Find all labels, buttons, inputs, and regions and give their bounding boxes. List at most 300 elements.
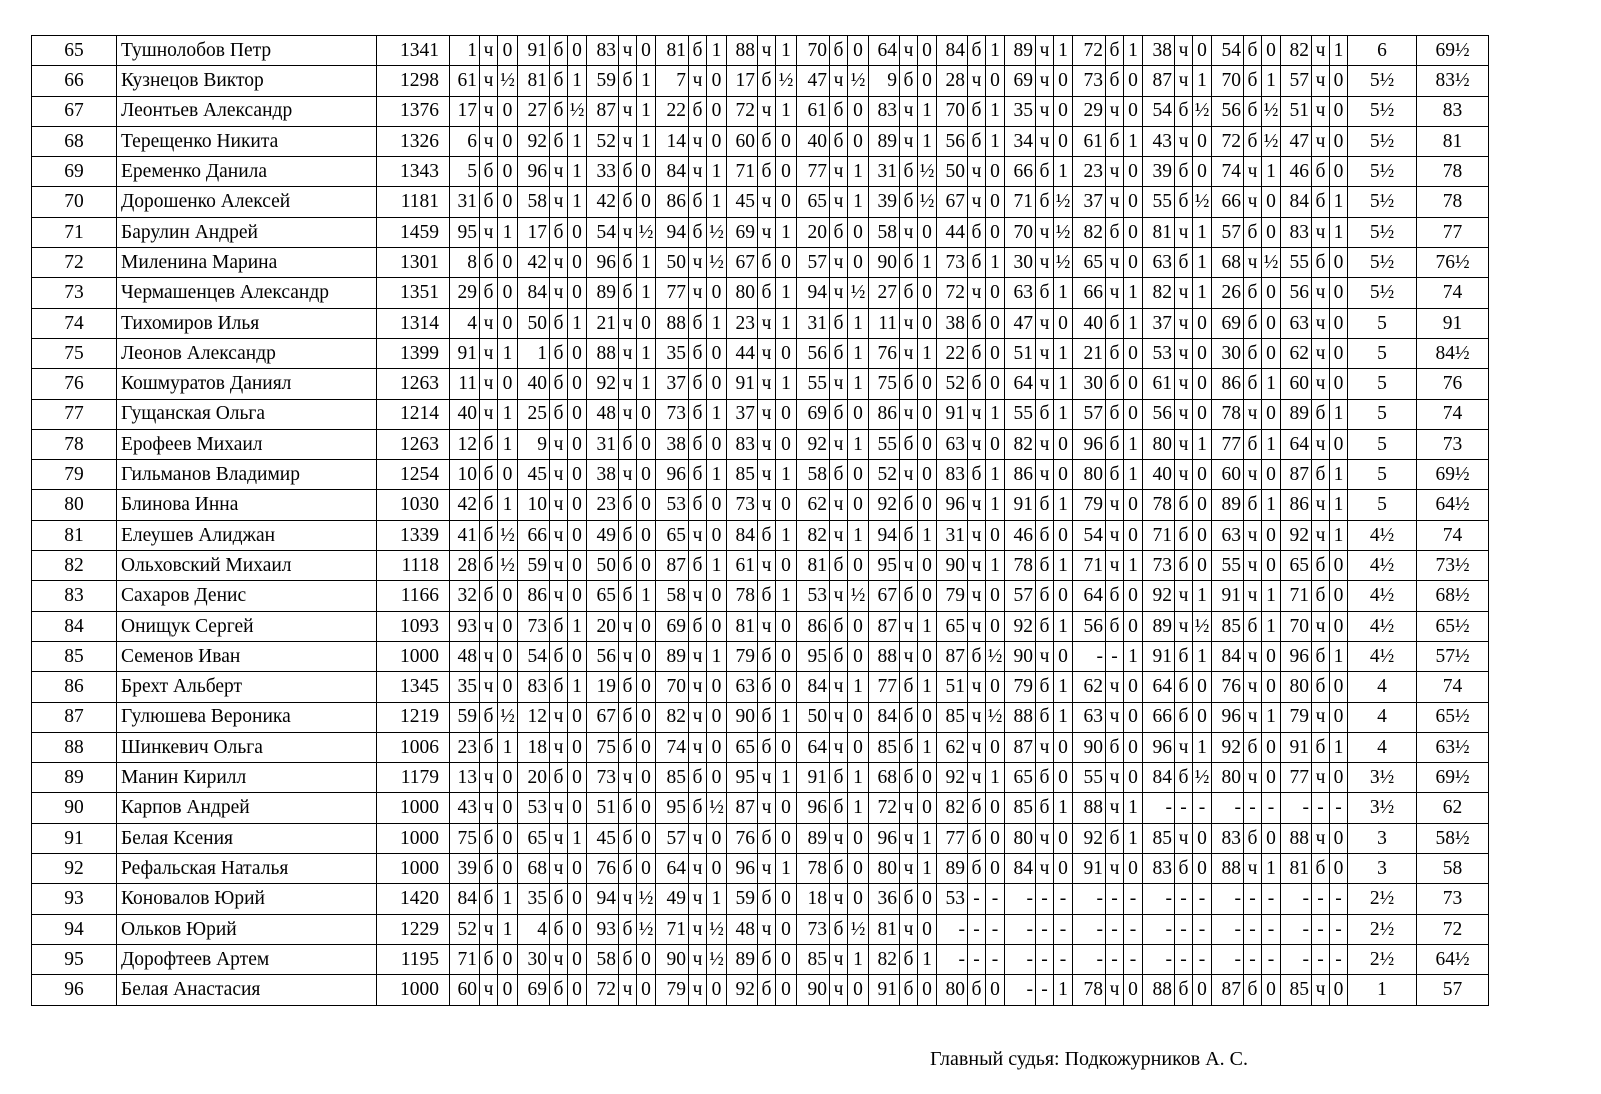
player-rating: 1420 [377, 884, 450, 914]
total-points: 2½ [1348, 944, 1417, 974]
round-opponent: 83 [1143, 854, 1175, 884]
round-opponent: 86 [797, 611, 830, 641]
round-opponent: 90 [1073, 732, 1106, 762]
tiebreak-score: 73 [1417, 884, 1489, 914]
round-opponent: 54 [1143, 96, 1175, 126]
round-opponent: 56 [1143, 399, 1175, 429]
round-opponent: 52 [937, 369, 968, 399]
round-result: - [1330, 944, 1348, 974]
round-result: 0 [637, 551, 656, 581]
round-opponent: 47 [797, 66, 830, 96]
round-color: б [900, 763, 918, 793]
round-opponent: 91 [797, 763, 830, 793]
tiebreak-score: 69½ [1417, 460, 1489, 490]
table-row [32, 187, 1489, 217]
round-opponent: 51 [1281, 96, 1312, 126]
round-result: 0 [776, 823, 797, 853]
round-result: 0 [776, 884, 797, 914]
tiebreak-score: 77 [1417, 217, 1489, 247]
round-result: 0 [568, 369, 587, 399]
round-result: 0 [776, 429, 797, 459]
round-color: б [1106, 308, 1124, 338]
round-color: б [758, 248, 776, 278]
player-rating: 1263 [377, 369, 450, 399]
round-opponent: 85 [656, 763, 689, 793]
round-opponent: 29 [450, 278, 480, 308]
round-result: 0 [568, 399, 587, 429]
round-color: - [1244, 914, 1262, 944]
round-result: 0 [1262, 823, 1281, 853]
round-opponent: 65 [656, 520, 689, 550]
round-color: ч [619, 36, 637, 66]
round-result: 1 [986, 248, 1005, 278]
round-opponent: 21 [1073, 338, 1106, 368]
round-result: 0 [637, 399, 656, 429]
round-opponent: 56 [1281, 278, 1312, 308]
round-opponent: 80 [937, 975, 968, 1005]
round-color: ч [1106, 975, 1124, 1005]
round-opponent: 86 [656, 187, 689, 217]
round-color: б [619, 248, 637, 278]
round-result: ½ [1193, 763, 1212, 793]
round-opponent: 58 [587, 944, 619, 974]
round-opponent: 76 [1212, 672, 1244, 702]
round-result: 1 [1054, 278, 1073, 308]
round-opponent: 95 [727, 763, 758, 793]
round-color: - [1036, 975, 1054, 1005]
round-color: ч [480, 217, 498, 247]
round-result: ½ [707, 944, 727, 974]
round-result: 1 [1262, 490, 1281, 520]
round-opponent: 9 [869, 66, 900, 96]
round-opponent: 82 [1281, 36, 1312, 66]
round-opponent: 81 [869, 914, 900, 944]
round-opponent: 40 [518, 369, 550, 399]
round-color: ч [830, 823, 848, 853]
round-color: ч [689, 854, 707, 884]
round-color: ч [1175, 460, 1193, 490]
round-opponent: 23 [450, 732, 480, 762]
round-color: б [1036, 520, 1054, 550]
round-color: ч [900, 914, 918, 944]
round-opponent: 57 [1212, 217, 1244, 247]
round-result: 0 [1124, 187, 1143, 217]
round-color: б [900, 520, 918, 550]
round-result: 1 [848, 793, 869, 823]
player-name: Барулин Андрей [117, 217, 377, 247]
round-color: б [758, 975, 776, 1005]
round-result: 0 [568, 429, 587, 459]
round-result: 0 [1124, 581, 1143, 611]
table-row [32, 460, 1489, 490]
player-rating: 1314 [377, 308, 450, 338]
round-result: 1 [1054, 36, 1073, 66]
round-color: - [1175, 793, 1193, 823]
round-opponent: 59 [450, 702, 480, 732]
round-result: 1 [986, 551, 1005, 581]
round-color: б [968, 823, 986, 853]
round-color: б [1106, 399, 1124, 429]
round-opponent: 90 [656, 944, 689, 974]
round-opponent: 56 [587, 641, 619, 671]
round-result: 0 [498, 793, 518, 823]
row-number: 96 [32, 975, 117, 1005]
player-name: Гущанская Ольга [117, 399, 377, 429]
round-opponent: 50 [797, 702, 830, 732]
round-color: ч [1175, 429, 1193, 459]
round-result: 0 [848, 126, 869, 156]
tiebreak-score: 57 [1417, 975, 1489, 1005]
total-points: 5½ [1348, 66, 1417, 96]
total-points: 6 [1348, 36, 1417, 66]
player-name: Тихомиров Илья [117, 308, 377, 338]
round-opponent: 87 [937, 641, 968, 671]
round-color: ч [968, 551, 986, 581]
round-color: ч [619, 338, 637, 368]
round-opponent: 80 [1212, 763, 1244, 793]
round-opponent: 60 [450, 975, 480, 1005]
round-color: б [900, 672, 918, 702]
round-color: ч [689, 641, 707, 671]
round-opponent: 94 [587, 884, 619, 914]
round-opponent: 92 [727, 975, 758, 1005]
round-color: ч [1106, 278, 1124, 308]
round-result: 1 [1193, 641, 1212, 671]
round-result: 0 [568, 914, 587, 944]
round-result: 0 [707, 672, 727, 702]
table-row [32, 672, 1489, 702]
round-opponent: 29 [1073, 96, 1106, 126]
round-opponent: 84 [727, 520, 758, 550]
round-color: ч [1312, 369, 1330, 399]
round-result: 1 [848, 338, 869, 368]
round-color: ч [550, 581, 568, 611]
round-result: 1 [498, 884, 518, 914]
round-result: 0 [986, 854, 1005, 884]
row-number: 73 [32, 278, 117, 308]
round-color: б [1244, 975, 1262, 1005]
tiebreak-score: 81 [1417, 126, 1489, 156]
round-result: 1 [1054, 490, 1073, 520]
round-color: ч [1312, 975, 1330, 1005]
total-points: 5½ [1348, 278, 1417, 308]
round-opponent: 64 [1073, 581, 1106, 611]
round-result: 1 [498, 914, 518, 944]
round-color: ч [1244, 641, 1262, 671]
round-result: 0 [568, 278, 587, 308]
round-color: б [619, 66, 637, 96]
round-color: б [689, 429, 707, 459]
round-opponent: 92 [1143, 581, 1175, 611]
round-result: 1 [918, 96, 937, 126]
round-color: б [1175, 248, 1193, 278]
tiebreak-score: 63½ [1417, 732, 1489, 762]
round-result: 0 [1193, 672, 1212, 702]
tiebreak-score: 78 [1417, 157, 1489, 187]
round-color: б [968, 460, 986, 490]
round-result: 1 [1193, 732, 1212, 762]
player-rating: 1000 [377, 975, 450, 1005]
round-color: б [758, 884, 776, 914]
round-opponent: 88 [869, 641, 900, 671]
row-number: 80 [32, 490, 117, 520]
round-color: ч [1036, 460, 1054, 490]
player-rating: 1351 [377, 278, 450, 308]
round-color: ч [968, 702, 986, 732]
round-color: б [1106, 581, 1124, 611]
round-opponent: 84 [656, 157, 689, 187]
total-points: 5 [1348, 460, 1417, 490]
round-result: 0 [776, 338, 797, 368]
row-number: 81 [32, 520, 117, 550]
round-color: б [1244, 369, 1262, 399]
round-opponent: 90 [937, 551, 968, 581]
round-opponent: 12 [518, 702, 550, 732]
round-opponent: 35 [656, 338, 689, 368]
table-row [32, 369, 1489, 399]
round-result: 1 [568, 672, 587, 702]
round-result: 0 [498, 278, 518, 308]
round-result: 0 [637, 429, 656, 459]
round-result: 1 [918, 944, 937, 974]
round-opponent: 57 [1281, 66, 1312, 96]
player-rating: 1301 [377, 248, 450, 278]
table-row [32, 429, 1489, 459]
round-opponent: 78 [1005, 551, 1036, 581]
round-result: 0 [918, 975, 937, 1005]
round-opponent: 11 [869, 308, 900, 338]
round-color: ч [1312, 96, 1330, 126]
round-result: 0 [1124, 338, 1143, 368]
round-color: ч [900, 823, 918, 853]
player-name: Ерофеев Михаил [117, 429, 377, 459]
round-opponent: 89 [1281, 399, 1312, 429]
round-opponent: 57 [1073, 399, 1106, 429]
player-name: Чермашенцев Александр [117, 278, 377, 308]
round-result: ½ [498, 520, 518, 550]
round-color: б [1244, 338, 1262, 368]
round-color: б [758, 157, 776, 187]
round-color: б [968, 641, 986, 671]
round-opponent: 62 [937, 732, 968, 762]
round-color: б [1106, 217, 1124, 247]
tiebreak-score: 68½ [1417, 581, 1489, 611]
total-points: 4½ [1348, 641, 1417, 671]
round-opponent: 9 [518, 429, 550, 459]
round-opponent: 86 [1212, 369, 1244, 399]
round-color: б [550, 884, 568, 914]
round-result: 1 [776, 369, 797, 399]
round-color: б [689, 399, 707, 429]
round-result: 0 [498, 581, 518, 611]
round-opponent: 95 [797, 641, 830, 671]
round-color: б [1175, 490, 1193, 520]
player-rating: 1229 [377, 914, 450, 944]
player-rating: 1345 [377, 672, 450, 702]
round-color: ч [1312, 611, 1330, 641]
round-color: ч [689, 278, 707, 308]
round-result: 0 [1262, 36, 1281, 66]
round-result: 0 [637, 36, 656, 66]
round-opponent: 82 [1005, 429, 1036, 459]
round-result: 0 [1054, 581, 1073, 611]
round-color: ч [1106, 520, 1124, 550]
player-rating: 1214 [377, 399, 450, 429]
player-rating: 1118 [377, 551, 450, 581]
round-result: 0 [776, 793, 797, 823]
total-points: 5 [1348, 399, 1417, 429]
round-result: 0 [1193, 823, 1212, 853]
round-result: 0 [1193, 975, 1212, 1005]
round-result: 1 [568, 66, 587, 96]
round-result: 0 [1262, 399, 1281, 429]
round-result: 1 [1124, 641, 1143, 671]
round-result: 0 [1330, 96, 1348, 126]
round-opponent: 47 [1281, 126, 1312, 156]
round-color: ч [480, 399, 498, 429]
player-name: Миленина Марина [117, 248, 377, 278]
round-opponent: 73 [937, 248, 968, 278]
table-row [32, 157, 1489, 187]
round-opponent: 70 [656, 672, 689, 702]
round-result: 0 [1054, 96, 1073, 126]
round-opponent: 72 [587, 975, 619, 1005]
round-result: 0 [776, 490, 797, 520]
round-opponent: 49 [587, 520, 619, 550]
round-opponent: 72 [1073, 36, 1106, 66]
round-opponent: - [1281, 793, 1312, 823]
tiebreak-score: 62 [1417, 793, 1489, 823]
table-row [32, 278, 1489, 308]
player-name: Ольховский Михаил [117, 551, 377, 581]
round-result: ½ [1262, 96, 1281, 126]
round-result: 1 [1124, 308, 1143, 338]
round-opponent: 64 [869, 36, 900, 66]
row-number: 82 [32, 551, 117, 581]
round-result: ½ [848, 914, 869, 944]
round-result: 0 [1262, 975, 1281, 1005]
round-result: 0 [776, 914, 797, 944]
round-opponent: 86 [518, 581, 550, 611]
round-opponent: - [1005, 884, 1036, 914]
table-row [32, 308, 1489, 338]
round-opponent: 56 [1212, 96, 1244, 126]
round-color: б [550, 399, 568, 429]
round-color: б [758, 581, 776, 611]
round-result: 1 [1193, 278, 1212, 308]
round-result: 1 [1330, 217, 1348, 247]
round-opponent: 57 [797, 248, 830, 278]
round-color: ч [830, 66, 848, 96]
row-number: 88 [32, 732, 117, 762]
tiebreak-score: 64½ [1417, 490, 1489, 520]
round-color: ч [758, 490, 776, 520]
round-color: - [1244, 944, 1262, 974]
round-result: 0 [498, 126, 518, 156]
round-opponent: 81 [797, 551, 830, 581]
round-result: 1 [776, 36, 797, 66]
round-color: б [619, 278, 637, 308]
round-color: - [968, 914, 986, 944]
round-result: 0 [986, 611, 1005, 641]
player-rating: 1341 [377, 36, 450, 66]
round-opponent: 76 [727, 823, 758, 853]
player-name: Дорошенко Алексей [117, 187, 377, 217]
round-result: 0 [498, 460, 518, 490]
round-opponent: 92 [869, 490, 900, 520]
round-result: 0 [637, 308, 656, 338]
tiebreak-score: 91 [1417, 308, 1489, 338]
round-opponent: 85 [727, 460, 758, 490]
round-opponent: 63 [1212, 520, 1244, 550]
round-opponent: 43 [450, 793, 480, 823]
round-color: б [830, 641, 848, 671]
round-result: 0 [707, 338, 727, 368]
table-row [32, 702, 1489, 732]
round-opponent: 70 [1212, 66, 1244, 96]
round-result: 0 [1330, 611, 1348, 641]
round-color: б [480, 823, 498, 853]
round-result: 1 [1262, 429, 1281, 459]
round-result: 0 [1054, 460, 1073, 490]
round-result: 0 [568, 641, 587, 671]
round-result: 0 [1330, 763, 1348, 793]
round-color: - [1244, 884, 1262, 914]
round-result: 1 [568, 308, 587, 338]
round-color: б [689, 490, 707, 520]
round-result: 0 [1330, 854, 1348, 884]
round-color: ч [758, 308, 776, 338]
total-points: 5½ [1348, 187, 1417, 217]
player-name: Леонтьев Александр [117, 96, 377, 126]
round-color: ч [480, 308, 498, 338]
round-color: б [968, 126, 986, 156]
round-result: 0 [1193, 36, 1212, 66]
round-color: ч [550, 793, 568, 823]
round-opponent: 82 [1143, 278, 1175, 308]
round-opponent: 46 [1281, 157, 1312, 187]
round-opponent: 90 [727, 702, 758, 732]
round-opponent: 95 [869, 551, 900, 581]
tiebreak-score: 74 [1417, 399, 1489, 429]
round-result: 0 [498, 763, 518, 793]
round-opponent: 83 [1281, 217, 1312, 247]
round-opponent: 23 [727, 308, 758, 338]
round-result: 0 [1330, 338, 1348, 368]
round-color: ч [1312, 36, 1330, 66]
round-result: 1 [1193, 66, 1212, 96]
round-color: ч [758, 460, 776, 490]
round-color: ч [830, 157, 848, 187]
round-result: 1 [1054, 338, 1073, 368]
round-result: 0 [1262, 460, 1281, 490]
round-opponent: - [1281, 944, 1312, 974]
round-opponent: 48 [450, 641, 480, 671]
round-result: ½ [1262, 126, 1281, 156]
round-color: б [1106, 732, 1124, 762]
round-color: ч [830, 884, 848, 914]
round-color: б [1175, 157, 1193, 187]
round-result: 0 [637, 975, 656, 1005]
round-opponent: 64 [656, 854, 689, 884]
round-color: ч [1036, 732, 1054, 762]
round-result: 0 [637, 187, 656, 217]
round-color: б [830, 551, 848, 581]
round-result: 1 [707, 308, 727, 338]
round-opponent: 88 [1281, 823, 1312, 853]
round-opponent: 25 [518, 399, 550, 429]
round-color: б [619, 672, 637, 702]
